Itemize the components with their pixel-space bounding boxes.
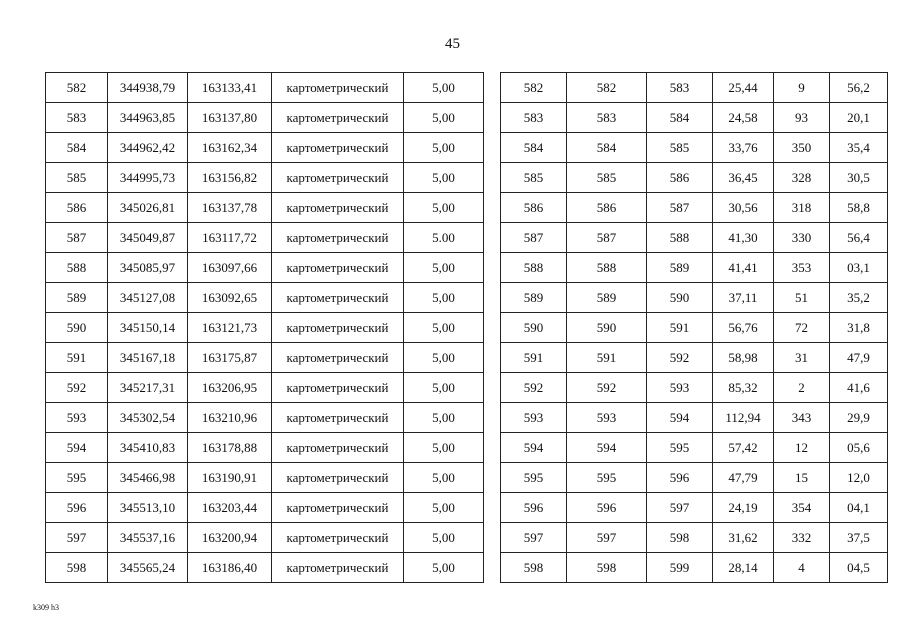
y-coordinate-cell: 163190,91 [188,463,272,493]
from-point-cell: 595 [567,463,647,493]
method-cell: картометрический [272,313,404,343]
coordinates-table-body [46,73,484,583]
y-coordinate-cell: 163137,78 [188,193,272,223]
x-coordinate-cell: 345217,31 [108,373,188,403]
length-cell: 30,56 [713,193,774,223]
from-point-cell: 598 [567,553,647,583]
length-cell: 41,41 [713,253,774,283]
angle-minutes-cell: 04,1 [830,493,888,523]
table-row [46,553,484,583]
from-point-cell: 587 [567,223,647,253]
accuracy-cell: 5,00 [404,133,484,163]
length-cell: 85,32 [713,373,774,403]
method-cell: картометрический [272,373,404,403]
from-point-cell: 588 [567,253,647,283]
method-cell: картометрический [272,163,404,193]
row-number-cell: 597 [501,523,567,553]
table-row [46,373,484,403]
from-point-cell: 593 [567,403,647,433]
x-coordinate-cell: 345410,83 [108,433,188,463]
method-cell: картометрический [272,253,404,283]
method-cell: картометрический [272,283,404,313]
method-cell: картометрический [272,223,404,253]
page-number: 45 [445,36,460,52]
method-cell: картометрический [272,433,404,463]
angle-minutes-cell: 03,1 [830,253,888,283]
table-row [501,103,888,133]
row-number-cell: 593 [501,403,567,433]
x-coordinate-cell: 344963,85 [108,103,188,133]
x-coordinate-cell: 345537,16 [108,523,188,553]
x-coordinate-cell: 345085,97 [108,253,188,283]
to-point-cell: 597 [647,493,713,523]
accuracy-cell: 5,00 [404,493,484,523]
from-point-cell: 582 [567,73,647,103]
length-cell: 41,30 [713,223,774,253]
from-point-cell: 583 [567,103,647,133]
method-cell: картометрический [272,133,404,163]
accuracy-cell: 5,00 [404,163,484,193]
from-point-cell: 584 [567,133,647,163]
angle-minutes-cell: 04,5 [830,553,888,583]
accuracy-cell: 5,00 [404,553,484,583]
accuracy-cell: 5,00 [404,193,484,223]
table-row [46,313,484,343]
point-number-cell: 587 [46,223,108,253]
angle-minutes-cell: 56,2 [830,73,888,103]
angle-degrees-cell: 12 [774,433,830,463]
row-number-cell: 585 [501,163,567,193]
table-row [501,343,888,373]
y-coordinate-cell: 163178,88 [188,433,272,463]
table-row [46,163,484,193]
angle-minutes-cell: 41,6 [830,373,888,403]
y-coordinate-cell: 163206,95 [188,373,272,403]
accuracy-cell: 5,00 [404,463,484,493]
from-point-cell: 590 [567,313,647,343]
row-number-cell: 588 [501,253,567,283]
y-coordinate-cell: 163200,94 [188,523,272,553]
angle-degrees-cell: 9 [774,73,830,103]
y-coordinate-cell: 163203,44 [188,493,272,523]
method-cell: картометрический [272,493,404,523]
table-row [501,403,888,433]
table-row [501,193,888,223]
angle-minutes-cell: 31,8 [830,313,888,343]
table-row [501,373,888,403]
table-row [501,163,888,193]
table-row [46,403,484,433]
x-coordinate-cell: 345049,87 [108,223,188,253]
point-number-cell: 594 [46,433,108,463]
to-point-cell: 594 [647,403,713,433]
angle-minutes-cell: 29,9 [830,403,888,433]
from-point-cell: 594 [567,433,647,463]
method-cell: картометрический [272,343,404,373]
y-coordinate-cell: 163175,87 [188,343,272,373]
table-row [501,253,888,283]
accuracy-cell: 5,00 [404,253,484,283]
row-number-cell: 591 [501,343,567,373]
point-number-cell: 582 [46,73,108,103]
angle-degrees-cell: 330 [774,223,830,253]
accuracy-cell: 5,00 [404,343,484,373]
accuracy-cell: 5.00 [404,223,484,253]
table-row [501,493,888,523]
y-coordinate-cell: 163117,72 [188,223,272,253]
x-coordinate-cell: 345167,18 [108,343,188,373]
row-number-cell: 584 [501,133,567,163]
y-coordinate-cell: 163210,96 [188,403,272,433]
point-number-cell: 597 [46,523,108,553]
x-coordinate-cell: 345513,10 [108,493,188,523]
angle-minutes-cell: 20,1 [830,103,888,133]
table-row [46,523,484,553]
length-cell: 28,14 [713,553,774,583]
table-row [46,223,484,253]
row-number-cell: 595 [501,463,567,493]
to-point-cell: 591 [647,313,713,343]
angle-degrees-cell: 4 [774,553,830,583]
from-point-cell: 585 [567,163,647,193]
y-coordinate-cell: 163137,80 [188,103,272,133]
table-row [501,133,888,163]
angle-degrees-cell: 350 [774,133,830,163]
x-coordinate-cell: 345466,98 [108,463,188,493]
accuracy-cell: 5,00 [404,433,484,463]
table-row [46,433,484,463]
length-cell: 47,79 [713,463,774,493]
table-row [46,493,484,523]
row-number-cell: 590 [501,313,567,343]
angle-degrees-cell: 31 [774,343,830,373]
table-row [46,463,484,493]
x-coordinate-cell: 345302,54 [108,403,188,433]
point-number-cell: 592 [46,373,108,403]
from-point-cell: 591 [567,343,647,373]
length-cell: 25,44 [713,73,774,103]
angle-minutes-cell: 35,2 [830,283,888,313]
table-row [46,133,484,163]
angle-minutes-cell: 58,8 [830,193,888,223]
point-number-cell: 585 [46,163,108,193]
angle-degrees-cell: 318 [774,193,830,223]
length-cell: 33,76 [713,133,774,163]
x-coordinate-cell: 345150,14 [108,313,188,343]
y-coordinate-cell: 163156,82 [188,163,272,193]
to-point-cell: 595 [647,433,713,463]
method-cell: картометрический [272,193,404,223]
row-number-cell: 583 [501,103,567,133]
coordinates-table [45,72,484,583]
table-row [501,313,888,343]
from-point-cell: 589 [567,283,647,313]
to-point-cell: 586 [647,163,713,193]
table-row [501,523,888,553]
x-coordinate-cell: 344938,79 [108,73,188,103]
to-point-cell: 589 [647,253,713,283]
method-cell: картометрический [272,553,404,583]
table-row [46,193,484,223]
point-number-cell: 588 [46,253,108,283]
length-cell: 58,98 [713,343,774,373]
segments-table-body [501,73,888,583]
x-coordinate-cell: 344995,73 [108,163,188,193]
point-number-cell: 595 [46,463,108,493]
point-number-cell: 591 [46,343,108,373]
footer-code: k309 h3 [33,603,59,612]
length-cell: 37,11 [713,283,774,313]
from-point-cell: 586 [567,193,647,223]
table-row [46,103,484,133]
to-point-cell: 599 [647,553,713,583]
table-row [501,433,888,463]
method-cell: картометрический [272,103,404,133]
length-cell: 24,19 [713,493,774,523]
from-point-cell: 592 [567,373,647,403]
accuracy-cell: 5,00 [404,313,484,343]
to-point-cell: 598 [647,523,713,553]
angle-minutes-cell: 30,5 [830,163,888,193]
y-coordinate-cell: 163133,41 [188,73,272,103]
x-coordinate-cell: 344962,42 [108,133,188,163]
accuracy-cell: 5,00 [404,73,484,103]
y-coordinate-cell: 163092,65 [188,283,272,313]
from-point-cell: 596 [567,493,647,523]
table-row [46,283,484,313]
point-number-cell: 586 [46,193,108,223]
method-cell: картометрический [272,73,404,103]
angle-minutes-cell: 47,9 [830,343,888,373]
row-number-cell: 582 [501,73,567,103]
point-number-cell: 584 [46,133,108,163]
accuracy-cell: 5,00 [404,373,484,403]
point-number-cell: 593 [46,403,108,433]
point-number-cell: 589 [46,283,108,313]
table-row [501,73,888,103]
y-coordinate-cell: 163121,73 [188,313,272,343]
table-row [501,553,888,583]
x-coordinate-cell: 345127,08 [108,283,188,313]
accuracy-cell: 5,00 [404,403,484,433]
point-number-cell: 596 [46,493,108,523]
method-cell: картометрический [272,403,404,433]
segments-table [500,72,888,583]
row-number-cell: 594 [501,433,567,463]
to-point-cell: 588 [647,223,713,253]
accuracy-cell: 5,00 [404,283,484,313]
angle-degrees-cell: 353 [774,253,830,283]
point-number-cell: 598 [46,553,108,583]
angle-minutes-cell: 35,4 [830,133,888,163]
length-cell: 57,42 [713,433,774,463]
length-cell: 36,45 [713,163,774,193]
length-cell: 31,62 [713,523,774,553]
table-row [501,283,888,313]
table-row [501,223,888,253]
x-coordinate-cell: 345026,81 [108,193,188,223]
to-point-cell: 592 [647,343,713,373]
to-point-cell: 583 [647,73,713,103]
table-row [46,343,484,373]
angle-degrees-cell: 332 [774,523,830,553]
to-point-cell: 587 [647,193,713,223]
x-coordinate-cell: 345565,24 [108,553,188,583]
angle-degrees-cell: 15 [774,463,830,493]
accuracy-cell: 5,00 [404,523,484,553]
accuracy-cell: 5,00 [404,103,484,133]
table-row [46,253,484,283]
from-point-cell: 597 [567,523,647,553]
angle-degrees-cell: 2 [774,373,830,403]
row-number-cell: 592 [501,373,567,403]
angle-degrees-cell: 72 [774,313,830,343]
row-number-cell: 596 [501,493,567,523]
angle-degrees-cell: 354 [774,493,830,523]
table-row [501,463,888,493]
angle-degrees-cell: 51 [774,283,830,313]
y-coordinate-cell: 163162,34 [188,133,272,163]
angle-minutes-cell: 37,5 [830,523,888,553]
angle-degrees-cell: 343 [774,403,830,433]
y-coordinate-cell: 163186,40 [188,553,272,583]
row-number-cell: 586 [501,193,567,223]
length-cell: 112,94 [713,403,774,433]
method-cell: картометрический [272,463,404,493]
angle-minutes-cell: 12,0 [830,463,888,493]
to-point-cell: 584 [647,103,713,133]
angle-degrees-cell: 93 [774,103,830,133]
to-point-cell: 585 [647,133,713,163]
to-point-cell: 590 [647,283,713,313]
row-number-cell: 598 [501,553,567,583]
to-point-cell: 593 [647,373,713,403]
angle-minutes-cell: 56,4 [830,223,888,253]
point-number-cell: 590 [46,313,108,343]
row-number-cell: 587 [501,223,567,253]
point-number-cell: 583 [46,103,108,133]
to-point-cell: 596 [647,463,713,493]
row-number-cell: 589 [501,283,567,313]
length-cell: 56,76 [713,313,774,343]
angle-minutes-cell: 05,6 [830,433,888,463]
angle-degrees-cell: 328 [774,163,830,193]
method-cell: картометрический [272,523,404,553]
table-row [46,73,484,103]
y-coordinate-cell: 163097,66 [188,253,272,283]
length-cell: 24,58 [713,103,774,133]
